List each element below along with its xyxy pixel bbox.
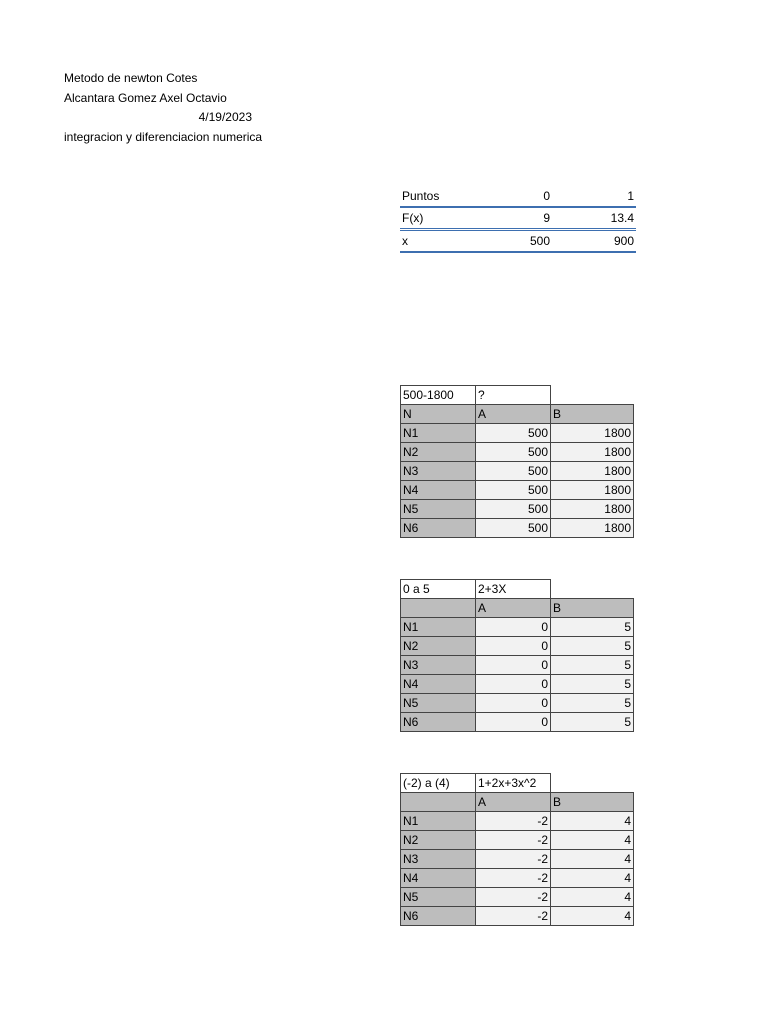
- row-label: N3: [401, 656, 476, 675]
- a-cell: 0: [476, 713, 551, 732]
- integration-table-3: [400, 773, 634, 926]
- empty-cell: [551, 386, 634, 405]
- function-cell: ?: [476, 386, 551, 405]
- row-label: N5: [401, 888, 476, 907]
- table-row: [401, 812, 634, 831]
- row-label: N2: [401, 443, 476, 462]
- a-cell: -2: [476, 812, 551, 831]
- col-header-b: B: [551, 405, 634, 424]
- b-cell: 4: [551, 869, 634, 888]
- function-cell: 1+2x+3x^2: [476, 774, 551, 793]
- col-header-b: B: [551, 599, 634, 618]
- value-cell: 500: [476, 230, 552, 253]
- a-cell: 500: [476, 500, 551, 519]
- integration-table-2: [400, 579, 634, 732]
- col-header-a: A: [476, 793, 551, 812]
- a-cell: 0: [476, 637, 551, 656]
- a-cell: 0: [476, 694, 551, 713]
- row-label: N4: [401, 869, 476, 888]
- title-method: Metodo de newton Cotes: [64, 71, 198, 85]
- table-header-row: [401, 793, 634, 812]
- value-cell: 13.4: [552, 207, 636, 230]
- table-row: [401, 519, 634, 538]
- a-cell: 500: [476, 424, 551, 443]
- table-header-row: [401, 599, 634, 618]
- table-row: [401, 618, 634, 637]
- col-header-n: [401, 793, 476, 812]
- row-label: N3: [401, 462, 476, 481]
- value-cell: 900: [552, 230, 636, 253]
- points-table: [400, 186, 636, 253]
- b-cell: 1800: [551, 519, 634, 538]
- b-cell: 4: [551, 850, 634, 869]
- date-cell: 4/19/2023: [198, 110, 252, 124]
- row-label: Puntos: [400, 186, 476, 207]
- value-cell: 0: [476, 186, 552, 207]
- b-cell: 5: [551, 713, 634, 732]
- table-row: [401, 656, 634, 675]
- a-cell: 500: [476, 443, 551, 462]
- range-cell: (-2) a (4): [401, 774, 476, 793]
- b-cell: 4: [551, 907, 634, 926]
- a-cell: 500: [476, 481, 551, 500]
- value-cell: 1: [552, 186, 636, 207]
- b-cell: 1800: [551, 443, 634, 462]
- row-label: N2: [401, 831, 476, 850]
- points-row: [400, 186, 636, 207]
- a-cell: -2: [476, 888, 551, 907]
- b-cell: 1800: [551, 462, 634, 481]
- integration-table-1: [400, 385, 634, 538]
- a-cell: 0: [476, 656, 551, 675]
- range-cell: 0 a 5: [401, 580, 476, 599]
- b-cell: 1800: [551, 500, 634, 519]
- a-cell: 0: [476, 618, 551, 637]
- table-row: [401, 481, 634, 500]
- b-cell: 5: [551, 637, 634, 656]
- row-label: N1: [401, 424, 476, 443]
- a-cell: -2: [476, 907, 551, 926]
- a-cell: -2: [476, 850, 551, 869]
- b-cell: 1800: [551, 424, 634, 443]
- a-cell: -2: [476, 869, 551, 888]
- a-cell: 500: [476, 462, 551, 481]
- function-cell: 2+3X: [476, 580, 551, 599]
- col-header-n: [401, 599, 476, 618]
- table-row: [401, 713, 634, 732]
- table-row: [401, 462, 634, 481]
- col-header-a: A: [476, 405, 551, 424]
- table-title-row: [401, 386, 634, 405]
- value-cell: 9: [476, 207, 552, 230]
- table-header-row: [401, 405, 634, 424]
- subject-line: integracion y diferenciacion numerica: [64, 130, 263, 144]
- row-label: N5: [401, 694, 476, 713]
- b-cell: 4: [551, 888, 634, 907]
- b-cell: 4: [551, 831, 634, 850]
- row-label: N6: [401, 907, 476, 926]
- empty-cell: [551, 774, 634, 793]
- row-label: N5: [401, 500, 476, 519]
- a-cell: 0: [476, 675, 551, 694]
- b-cell: 5: [551, 675, 634, 694]
- table-row: [401, 443, 634, 462]
- range-cell: 500-1800: [401, 386, 476, 405]
- row-label: N6: [401, 713, 476, 732]
- table-row: [401, 424, 634, 443]
- row-label: N4: [401, 481, 476, 500]
- row-label: N6: [401, 519, 476, 538]
- b-cell: 5: [551, 618, 634, 637]
- table-title-row: [401, 580, 634, 599]
- row-label: F(x): [400, 207, 476, 230]
- table-row: [401, 907, 634, 926]
- table-row: [401, 694, 634, 713]
- table-row: [401, 675, 634, 694]
- table-row: [401, 500, 634, 519]
- a-cell: 500: [476, 519, 551, 538]
- table-title-row: [401, 774, 634, 793]
- row-label: N1: [401, 812, 476, 831]
- x-row: [400, 230, 636, 253]
- row-label: N1: [401, 618, 476, 637]
- table-row: [401, 850, 634, 869]
- col-header-a: A: [476, 599, 551, 618]
- row-label: N2: [401, 637, 476, 656]
- empty-cell: [551, 580, 634, 599]
- col-header-n: N: [401, 405, 476, 424]
- table-row: [401, 869, 634, 888]
- row-label: x: [400, 230, 476, 253]
- b-cell: 1800: [551, 481, 634, 500]
- b-cell: 5: [551, 694, 634, 713]
- author-name: Alcantara Gomez Axel Octavio: [64, 91, 227, 105]
- fx-row: [400, 207, 636, 230]
- table-row: [401, 637, 634, 656]
- b-cell: 5: [551, 656, 634, 675]
- col-header-b: B: [551, 793, 634, 812]
- table-row: [401, 888, 634, 907]
- row-label: N4: [401, 675, 476, 694]
- row-label: N3: [401, 850, 476, 869]
- b-cell: 4: [551, 812, 634, 831]
- a-cell: -2: [476, 831, 551, 850]
- table-row: [401, 831, 634, 850]
